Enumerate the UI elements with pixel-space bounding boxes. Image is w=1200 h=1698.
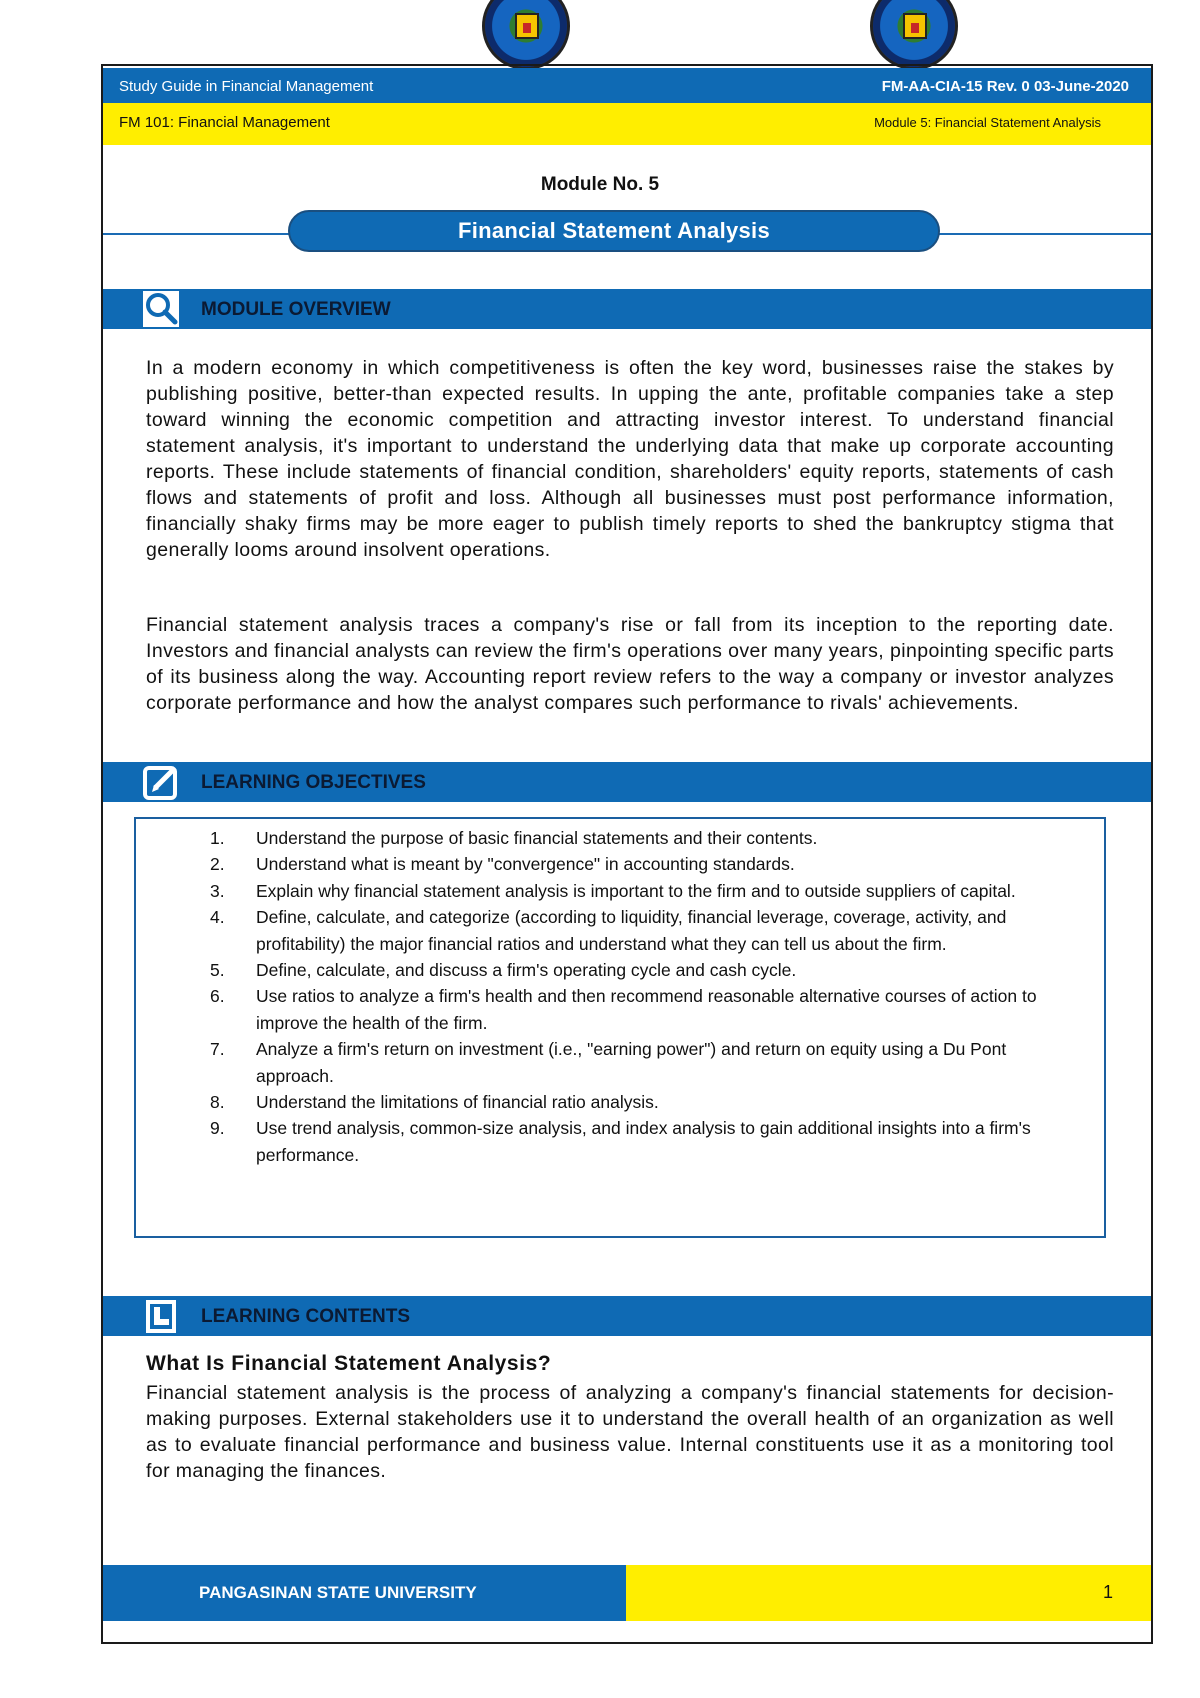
content-subheading: What Is Financial Statement Analysis? <box>146 1352 552 1375</box>
title-rule-right <box>936 233 1151 235</box>
overview-paragraph-2: Financial statement analysis traces a company's rise or fall from its inception to the reporting date. Investors and financial analysts can review the firm's operations over many years, pinpointing specific parts of its business along the way. Accounting report review refers to the way a company or investor analyzes corporate performance and how the analyst compares such performance to rivals' achievements. <box>146 614 1114 714</box>
learning-contents-bar <box>103 1296 1151 1336</box>
footer-page-bar <box>626 1565 1151 1621</box>
book-icon <box>143 1298 179 1334</box>
objective-item: 8. Understand the limitations of financial ratio analysis. <box>210 1092 659 1113</box>
objectives-box <box>134 817 1106 1238</box>
university-seal-left <box>482 0 570 70</box>
learning-objectives-bar <box>103 762 1151 802</box>
module-title: Financial Statement Analysis <box>288 210 940 252</box>
learning-contents-heading: LEARNING CONTENTS <box>201 1306 410 1327</box>
module-reference: Module 5: Financial Statement Analysis <box>874 115 1101 130</box>
guide-title: Study Guide in Financial Management <box>119 78 374 95</box>
objective-item: 7. Analyze a firm's return on investment (i.e., "earning power") and return on equity using a Du Pont approach. <box>210 1039 1007 1086</box>
header-bar <box>103 68 1151 103</box>
course-bar <box>103 103 1151 145</box>
objective-item: 2. Understand what is meant by "convergence" in accounting standards. <box>210 854 795 875</box>
objective-item: 4. Define, calculate, and categorize (according to liquidity, financial leverage, coverage, activity, and profitability) the major financial ratios and understand what they can tell us about the firm. <box>210 907 1007 954</box>
page-number: 1 <box>1102 1582 1113 1602</box>
document-code: FM-AA-CIA-15 Rev. 0 03-June-2020 <box>881 78 1129 95</box>
objectives-list <box>210 825 1070 1168</box>
objective-item: 1. Understand the purpose of basic financial statements and their contents. <box>210 828 818 848</box>
content-paragraph: Financial statement analysis is the process of analyzing a company's financial statements for decision-making purposes. External stakeholders use it to understand the overall health of an organization as well as to evaluate financial performance and business value. Internal constituents use it as a monitoring tool for managing the finances. <box>146 1382 1114 1482</box>
footer-university-bar <box>103 1565 626 1621</box>
university-seal-right <box>870 0 958 70</box>
objective-item: 5. Define, calculate, and discuss a firm's operating cycle and cash cycle. <box>210 960 797 981</box>
module-number: Module No. 5 <box>540 174 660 195</box>
course-title: FM 101: Financial Management <box>119 114 330 131</box>
module-overview-bar <box>103 289 1151 329</box>
learning-objectives-heading: LEARNING OBJECTIVES <box>201 772 426 793</box>
footer-university: PANGASINAN STATE UNIVERSITY <box>199 1583 477 1602</box>
title-rule-left <box>103 233 293 235</box>
objective-item: 3. Explain why financial statement analysis is important to the firm and to outside suppliers of capital. <box>210 880 1016 901</box>
overview-paragraph-1: In a modern economy in which competitiveness is often the key word, businesses raise the stakes by publishing positive, better-than expected results. In upping the ante, profitable companies take a step toward winning the economic competition and attracting investor interest. To understand financial statement analysis, it's important to understand the underlying data that make up corporate accounting reports. These include statements of financial condition, shareholders' equity reports, statements of cash flows and statements of profit and loss. Although all businesses must post performance information, financially shaky firms may be more eager to publish timely reports to shed the bankruptcy stigma that generally looms around insolvent operations. <box>146 357 1114 561</box>
magnifier-icon <box>143 291 179 327</box>
objective-item: 9. Use trend analysis, common-size analysis, and index analysis to gain additional insights into a firm's performance. <box>210 1118 1031 1165</box>
objective-item: 6. Use ratios to analyze a firm's health and then recommend reasonable alternative courses of action to improve the health of the firm. <box>210 986 1037 1033</box>
pencil-note-icon <box>143 764 179 800</box>
module-overview-heading: MODULE OVERVIEW <box>201 299 391 320</box>
